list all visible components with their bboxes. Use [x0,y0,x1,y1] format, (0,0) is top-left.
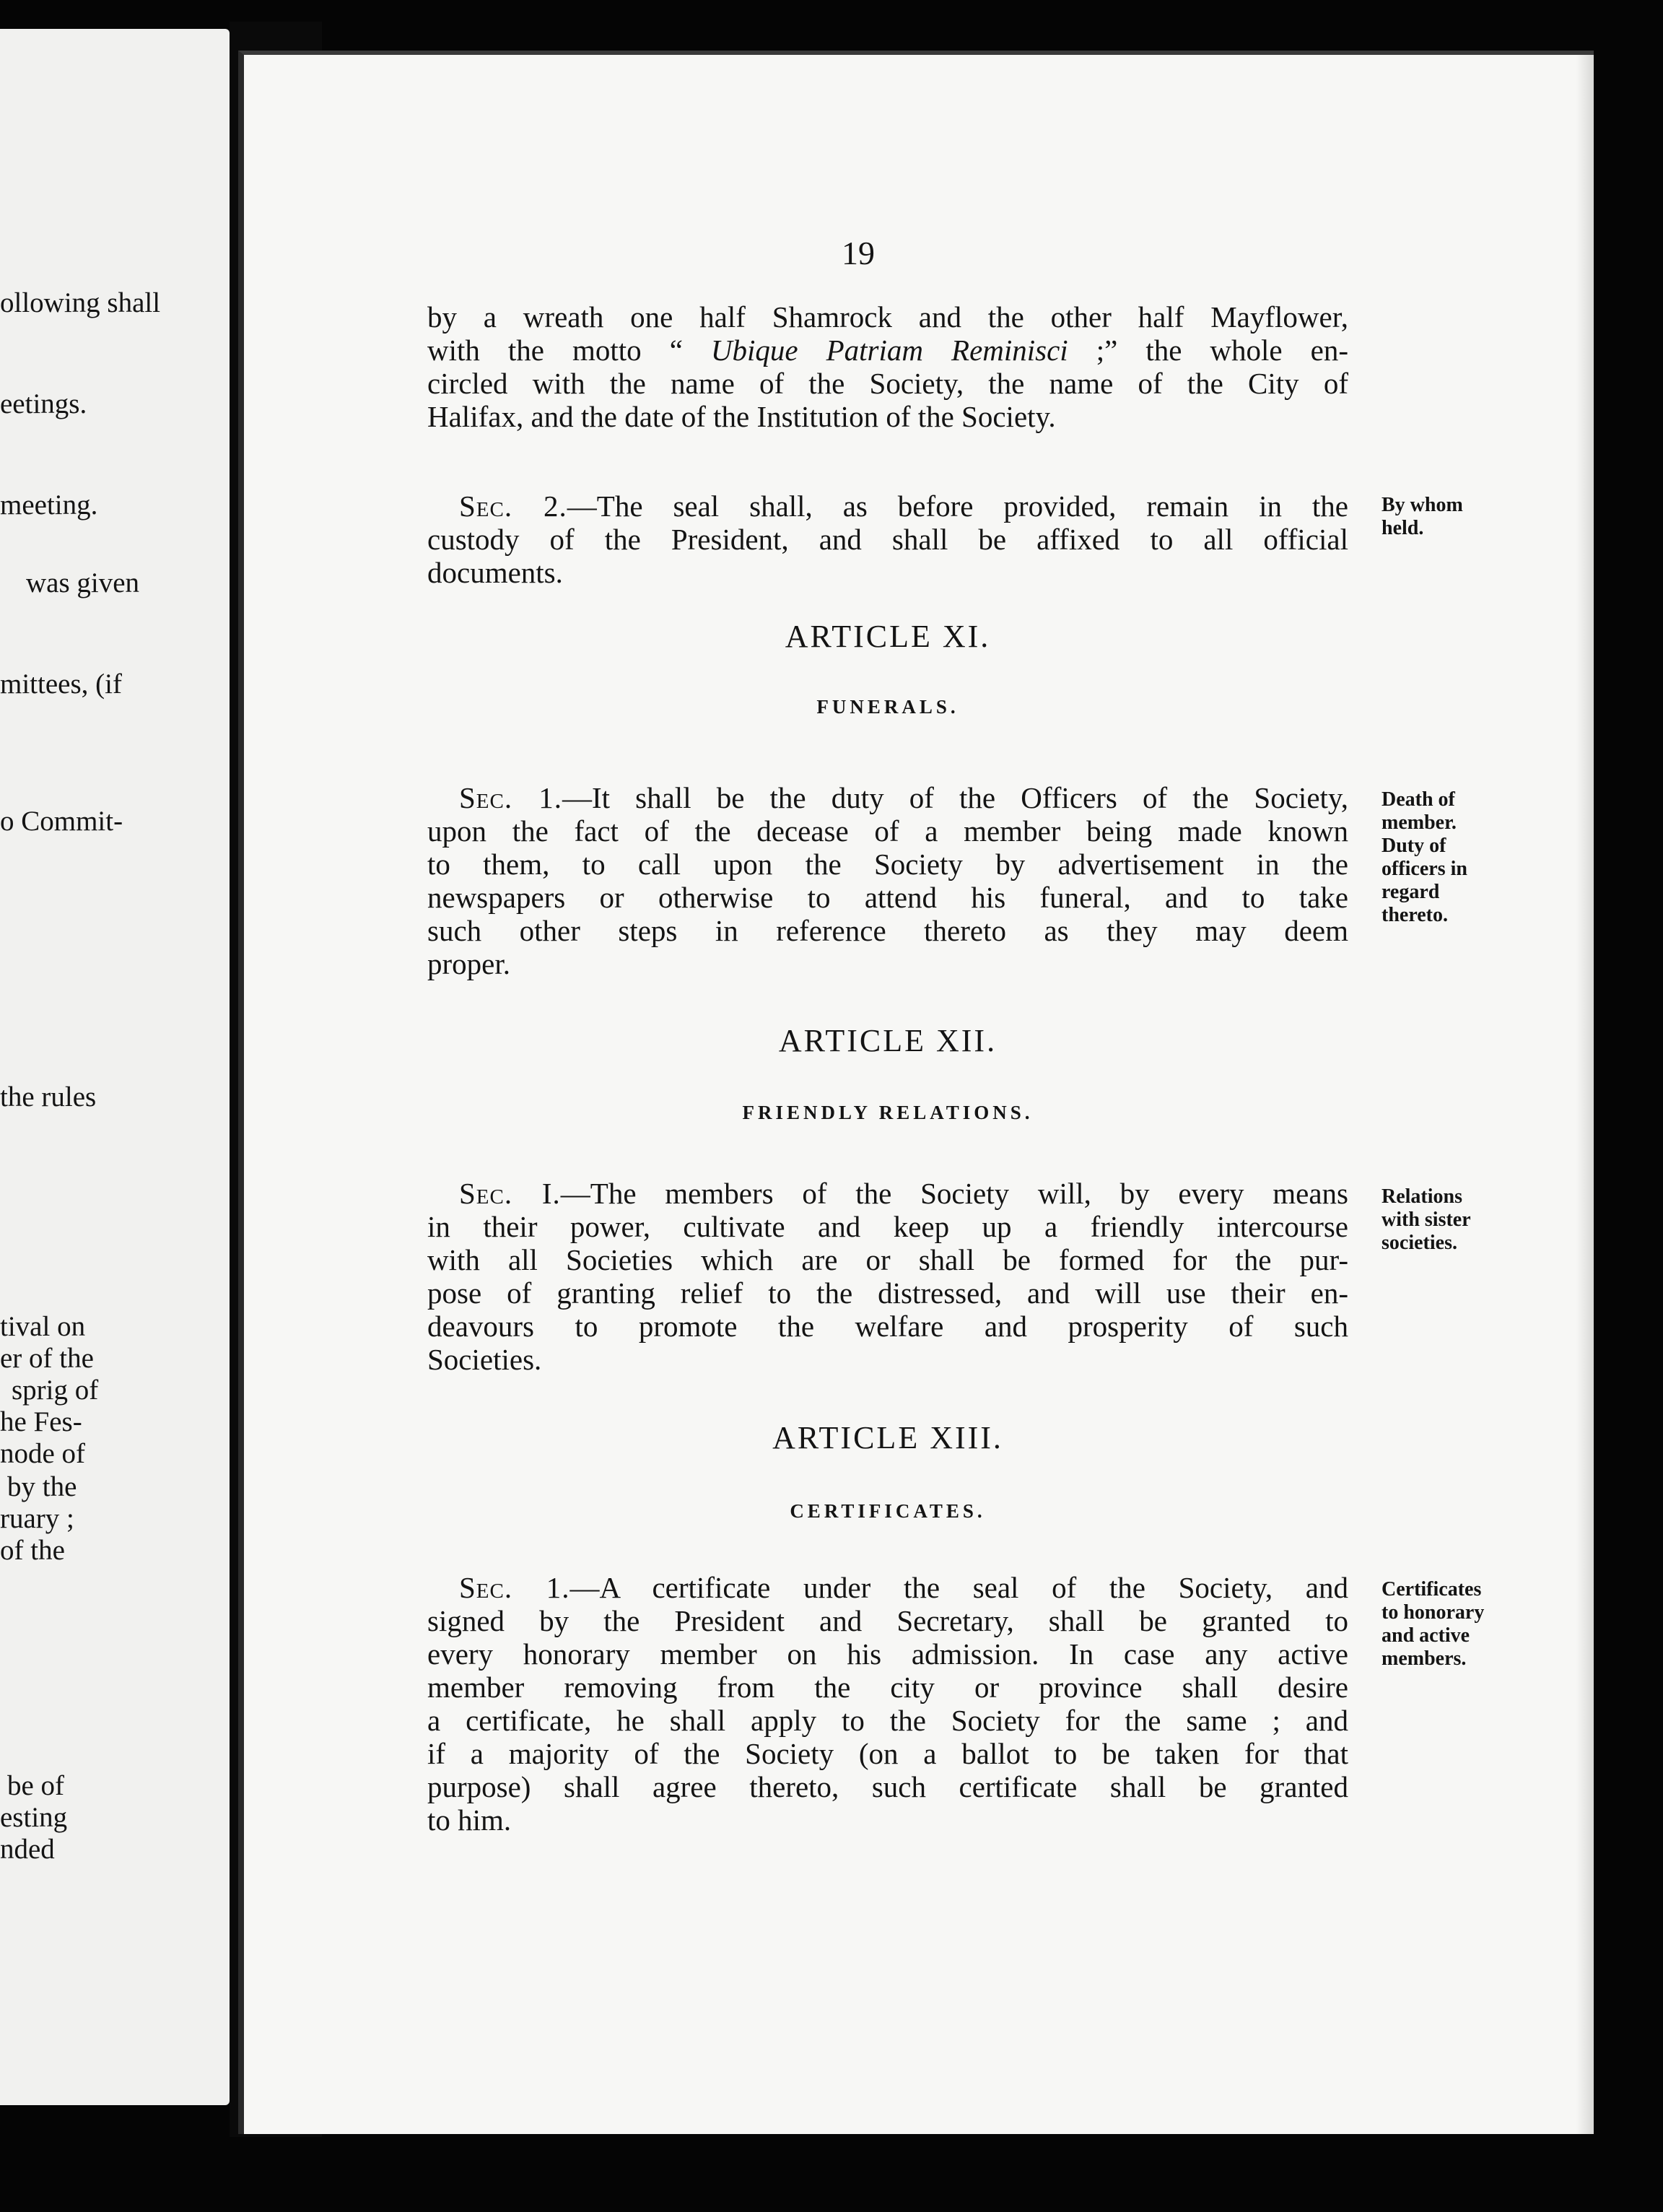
margin-note-line: Death of [1382,788,1455,811]
section-label: Sec. 1. [459,781,562,814]
text-line: such other steps in reference thereto as they may deem [427,914,1348,947]
margin-note-line: Duty of [1382,835,1446,857]
left-fragment: of the [0,1535,65,1566]
section-text: —The members of the Society will, by every means [560,1177,1348,1210]
section-text: —The seal shall, as before provided, remain in the [567,489,1348,523]
text-line: signed by the President and Secretary, shall be granted to [427,1604,1348,1637]
margin-note-line: thereto. [1382,904,1448,926]
right-page [238,51,1594,2134]
margin-note-line: officers in [1382,858,1467,880]
latin-motto: Ubique Patriam Reminisci [710,334,1068,367]
left-fragment: sprig of [12,1375,99,1406]
left-fragment: er of the [0,1343,94,1374]
margin-note-line: Certificates [1382,1578,1482,1601]
text-line: pose of granting relief to the distressed, and will use their en- [427,1276,1348,1310]
left-fragment: eetings. [0,388,87,419]
article-12-title: ARTICLE XII. [778,1023,998,1058]
text-line: in their power, cultivate and keep up a friendly intercourse [427,1210,1348,1243]
text-line [427,489,1348,523]
left-fragment: ruary ; [0,1503,74,1534]
margin-note-line: regard [1382,881,1440,903]
left-fragment: node of [0,1438,86,1469]
article-11-subtitle: FUNERALS. [816,696,959,718]
section-text: —A certificate under the seal of the Society, and [569,1571,1348,1604]
margin-note-line: Relations [1382,1185,1462,1208]
text-line: if a majority of the Society (on a ballot to be taken for that [427,1737,1348,1770]
text-line: by a wreath one half Shamrock and the other half Mayflower, [427,300,1348,334]
text-line: circled with the name of the Society, the name of the City of [427,367,1348,400]
left-fragment: esting [0,1802,68,1833]
margin-note-line: By whom [1382,494,1463,516]
margin-note-by-whom-held [1382,494,1548,540]
margin-note-line: and active [1382,1624,1470,1647]
left-fragment: meeting. [0,489,98,521]
margin-note-line: societies. [1382,1232,1457,1254]
section-label: Sec. 1. [459,1571,570,1604]
text-line: purpose) shall agree thereto, such certificate shall be granted [427,1770,1348,1803]
left-fragment: the rules [0,1081,97,1112]
text-line [427,1177,1348,1210]
text-line: Halifax, and the date of the Institution of the Society. [427,400,1056,433]
margin-note-certificates [1382,1578,1548,1671]
left-fragment: he Fes- [0,1406,82,1437]
text-line: upon the fact of the decease of a member being made known [427,814,1348,848]
article-11-paragraph [427,781,1348,980]
text-line: Societies. [427,1343,542,1376]
article-13-title: ARTICLE XIII. [772,1420,1003,1455]
left-fragment: tival on [0,1311,86,1342]
article-12-subtitle: FRIENDLY RELATIONS. [742,1102,1034,1123]
text-line: to them, to call upon the Society by advertisement in the [427,848,1348,881]
section-2-paragraph [427,489,1348,589]
text-line [427,1571,1348,1604]
left-fragment: was given [26,567,140,598]
section-text: —It shall be the duty of the Officers of the Society, [562,781,1348,814]
article-12-paragraph [427,1177,1348,1376]
text-line: proper. [427,947,510,980]
text-line: a certificate, he shall apply to the Society for the same ; and [427,1704,1348,1737]
text-line: every honorary member on his admission. In case any active [427,1637,1348,1671]
margin-note-death-of-member [1382,788,1548,927]
text-line: member removing from the city or province shall desire [427,1671,1348,1704]
margin-note-line: members. [1382,1647,1467,1670]
left-fragment: ollowing shall [0,287,161,318]
text-line [427,781,1348,814]
text-line: documents. [427,556,563,589]
left-fragment: o Commit- [0,806,123,837]
text-line: custody of the President, and shall be affixed to all official [427,523,1348,556]
left-facing-page [0,29,230,2105]
margin-note-line: to honorary [1382,1601,1485,1624]
opening-paragraph [427,300,1348,433]
article-11-title: ARTICLE XI. [785,619,991,654]
text-line: to him. [427,1803,512,1837]
section-label: Sec. I. [459,1177,561,1210]
margin-note-line: with sister [1382,1209,1471,1231]
margin-note-line: member. [1382,811,1457,834]
left-fragment: be of [7,1770,65,1801]
page-number: 19 [842,235,875,271]
article-13-paragraph [427,1571,1348,1837]
left-fragment: by the [7,1471,77,1502]
margin-note-relations [1382,1185,1548,1255]
margin-note-line: held. [1382,517,1424,539]
section-label: Sec. 2. [459,489,567,523]
text-line: with all Societies which are or shall be formed for the pur- [427,1243,1348,1276]
text-line: with the motto “ Ubique Patriam Reminisci ;” the whole en- [427,334,1348,367]
text-line: deavours to promote the welfare and prosperity of such [427,1310,1348,1343]
text-line: newspapers or otherwise to attend his funeral, and to take [427,881,1348,914]
article-13-subtitle: CERTIFICATES. [790,1500,986,1522]
left-fragment: nded [0,1834,55,1865]
left-fragment: mittees, (if [0,669,122,700]
